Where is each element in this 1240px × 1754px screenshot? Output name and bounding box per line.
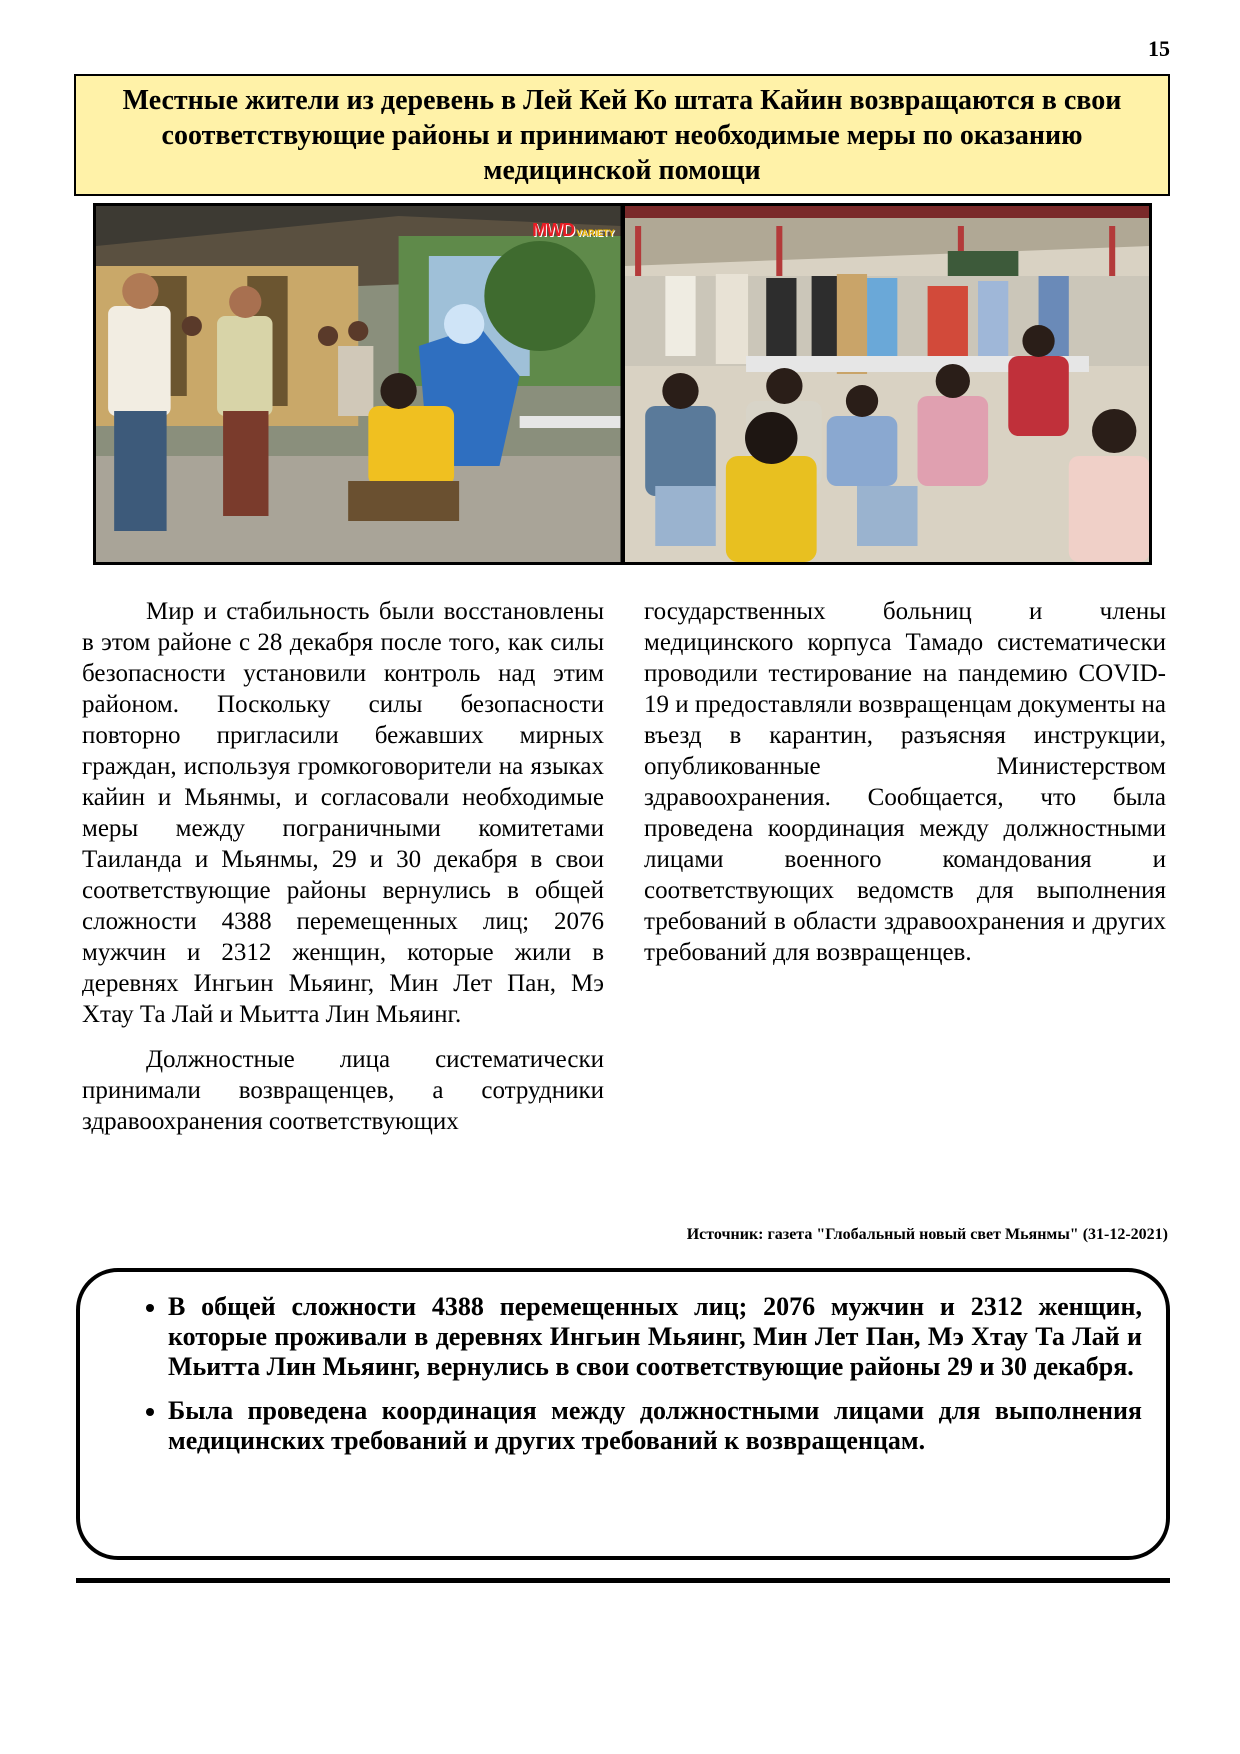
headline-box	[74, 74, 1170, 196]
photo-returnees-testing	[96, 206, 621, 562]
photo-strip	[93, 203, 1152, 565]
source-credit: Источник: газета "Глобальный новый свет Мьянмы" (31-12-2021)	[686, 1226, 1168, 1243]
channel-watermark: MWD VARIETY	[532, 220, 615, 240]
page-number: 15	[1148, 36, 1170, 61]
article-paragraph: государственных больниц и члены медицинского корпуса Тамадо систематически проводили тестирование на пандемию COVID-19 и предоставляли возвращенцам документы на въезд в карантин, разъясняя инструкции, опубликованные Министерством здравоохранения. Сообщается, что была проведена координация между должностными лицами военного командования и соответствующих ведомств для выполнения требований в области здравоохранения и других требований для возвращенцев.	[644, 598, 1166, 966]
summary-list	[108, 1292, 1142, 1456]
photo-returnees-seated	[625, 206, 1150, 562]
article-paragraph: Мир и стабильность были восстановлены в этом районе с 28 декабря после того, как силы безопасности установили контроль над этим районом. Поскольку силы безопасности повторно пригласили бежавших мирных граждан, используя громкоговорители на языках кайин и Мьянмы, и согласовали необходимые меры между пограничными комитетами Таиланда и Мьянмы, 29 и 30 декабря в свои соответствующие районы вернулись в общей сложности 4388 перемещенных лиц; 2076 мужчин и 2312 женщин, которые жили в деревнях Ингьин Мьяинг, Мин Лет Пан, Мэ Хтау Та Лай и Мьитта Лин Мьяинг.	[82, 598, 604, 1028]
bottom-divider	[76, 1578, 1170, 1583]
headline: Местные жители из деревень в Лей Кей Ко штата Кайин возвращаются в свои соответствующие районы и принимают необходимые меры по оказанию медицинской помощи	[122, 84, 1122, 186]
summary-box	[76, 1268, 1170, 1560]
article-right-column	[644, 596, 1166, 982]
article-left-column	[82, 596, 604, 1151]
article-paragraph: Должностные лица систематически принимали возвращенцев, а сотрудники здравоохранения соответствующих	[82, 1046, 604, 1135]
summary-item: • В общей сложности 4388 перемещенных лиц; 2076 мужчин и 2312 женщин, которые проживали в деревнях Ингьин Мьяинг, Мин Лет Пан, Мэ Хтау Та Лай и Мьитта Лин Мьяинг, вернулись в свои соответствующие районы 29 и 30 декабря.	[168, 1292, 1142, 1382]
summary-item: • Была проведена координация между должностными лицами для выполнения медицинских требований и других требований к возвращенцам.	[168, 1396, 1142, 1456]
